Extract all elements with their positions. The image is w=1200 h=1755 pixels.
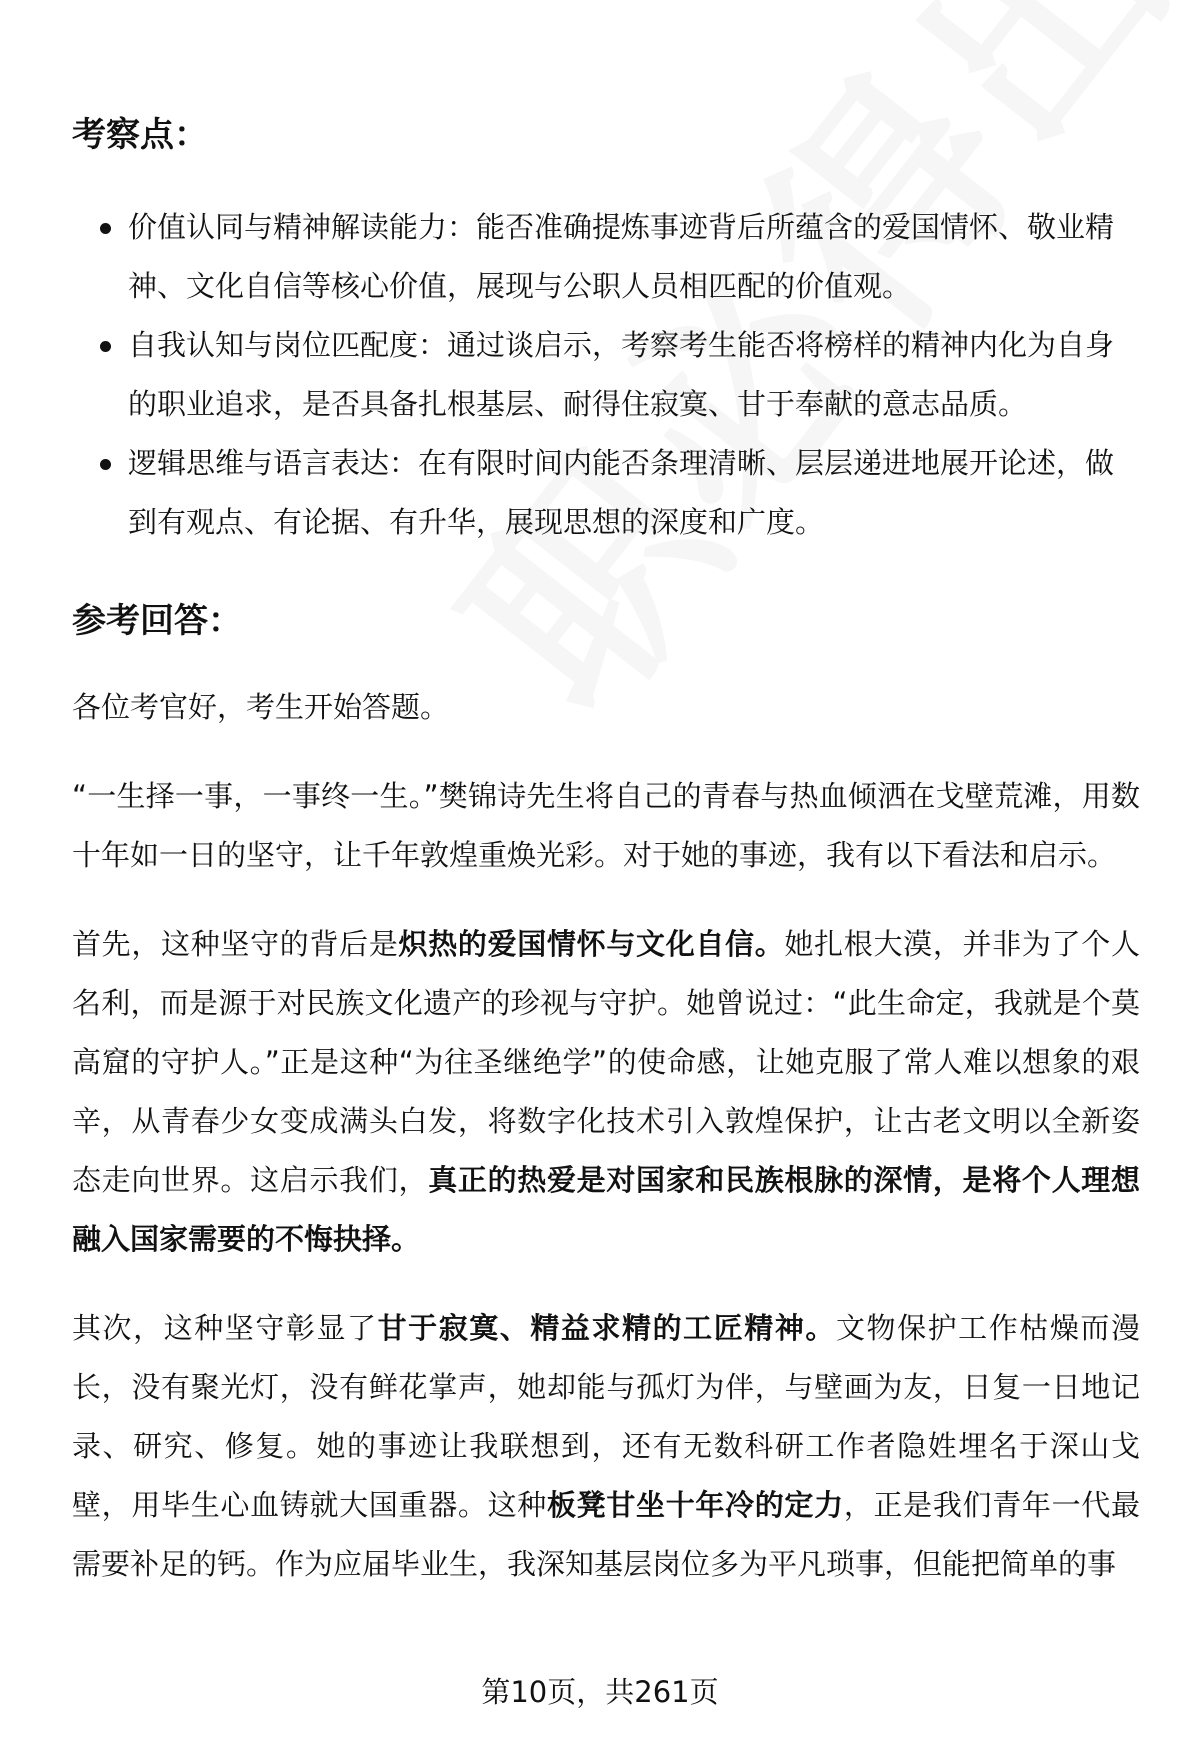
list-item <box>72 316 1140 434</box>
paragraph-text: 其次，这种坚守彰显了 <box>72 1311 378 1345</box>
emphasis-text: 炽热的爱国情怀与文化自信。 <box>398 927 785 961</box>
emphasis-text: 甘于寂寞、精益求精的工匠精神。 <box>377 1311 836 1345</box>
list-item <box>72 434 1140 552</box>
page-footer: 第10页，共261页 <box>481 1675 719 1709</box>
paragraph-text: 首先，这种坚守的背后是 <box>72 927 399 961</box>
answer-intro: “一生择一事，一事终一生。”樊锦诗先生将自己的青春与热血倾洒在戈壁荒滩，用数十年如一日的坚守，让千年敦煌重焕光彩。对于她的事迹，我有以下看法和启示。 <box>72 779 1140 872</box>
exam-points-list <box>72 198 1140 552</box>
bullet-icon <box>100 341 111 352</box>
bullet-icon <box>100 223 111 234</box>
list-item-text: 价值认同与精神解读能力：能否准确提炼事迹背后所蕴含的爱国情怀、敬业精神、文化自信等核心价值，展现与公职人员相匹配的价值观。 <box>128 210 1115 303</box>
answer-greeting: 各位考官好，考生开始答题。 <box>72 690 450 724</box>
section-heading-exam-points: 考察点： <box>72 115 208 155</box>
bullet-icon <box>100 459 111 470</box>
paragraph-text: 她扎根大漠，并非为了个人名利，而是源于对民族文化遗产的珍视与守护。她曾说过：“此生命定，我就是个莫高窟的守护人。”正是这种“为往圣继绝学”的使命感，让她克服了常人难以想象的艰辛，从青春少女变成满头白发，将数字化技术引入敦煌保护，让古老文明以全新姿态走向世界。这启示我们， <box>72 927 1140 1197</box>
section-heading-reference-answer: 参考回答： <box>72 601 242 641</box>
emphasis-text: 真正的热爱是对国家和民族根脉的深情，是将个人理想融入国家需要的不悔抉择。 <box>72 1163 1140 1256</box>
paragraph-text: ，正是我们青年一代最需要补足的钙。作为应届毕业生，我深知基层岗位多为平凡琐事，但能把简单的事 <box>72 1488 1140 1581</box>
answer-paragraph-first <box>72 915 1140 1269</box>
answer-paragraph-second <box>72 1299 1140 1594</box>
paragraph-text: 文物保护工作枯燥而漫长，没有聚光灯，没有鲜花掌声，她却能与孤灯为伴，与壁画为友，日复一日地记录、研究、修复。她的事迹让我联想到，还有无数科研工作者隐姓埋名于深山戈壁，用毕生心血铸就大国重器。这种 <box>72 1311 1140 1522</box>
list-item-text: 逻辑思维与语言表达：在有限时间内能否条理清晰、层层递进地展开论述，做到有观点、有论据、有升华，展现思想的深度和广度。 <box>128 446 1115 539</box>
list-item <box>72 198 1140 316</box>
list-item-text: 自我认知与岗位匹配度：通过谈启示，考察考生能否将榜样的精神内化为自身的职业追求，是否具备扎根基层、耐得住寂寞、甘于奉献的意志品质。 <box>128 328 1115 421</box>
emphasis-text: 板凳甘坐十年冷的定力 <box>546 1488 844 1522</box>
